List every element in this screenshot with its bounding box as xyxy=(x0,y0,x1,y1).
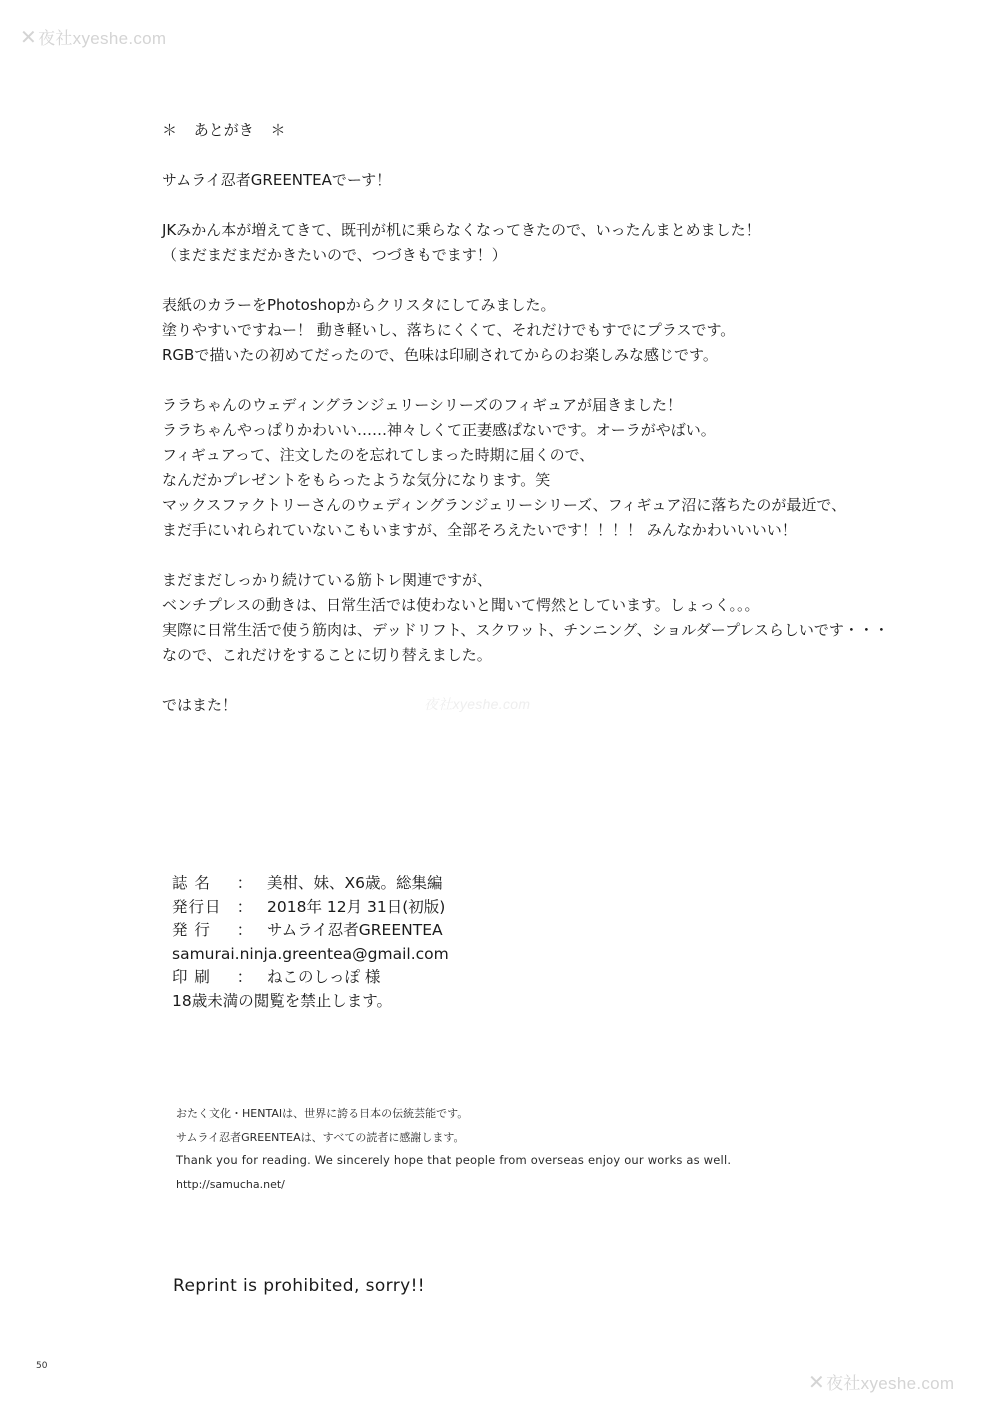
colophon-title-row xyxy=(172,872,449,896)
afterword-line: なので、これだけをすることに切り替えました。 xyxy=(162,646,492,664)
afterword-line: ララちゃんのウェディングランジェリーシリーズのフィギュアが届きました！ xyxy=(162,396,682,414)
colophon-publisher-value: サムライ忍者GREENTEA xyxy=(267,921,443,940)
x-logo-icon: ✕ xyxy=(20,27,38,49)
thanks-note xyxy=(176,1102,731,1196)
afterword-line: サムライ忍者GREENTEAでーす！ xyxy=(162,171,392,189)
x-logo-icon: ✕ xyxy=(808,1372,826,1394)
afterword-line: ではまた！ xyxy=(162,696,238,714)
page-number: 50 xyxy=(36,1361,48,1371)
colophon-printer-value: ねこのしっぽ 様 xyxy=(267,968,381,987)
afterword-section xyxy=(162,118,942,718)
note-line-3: Thank you for reading. We sincerely hope that people from overseas enjoy our works as well. xyxy=(176,1153,732,1168)
colophon-date-value: 2018年 12月 31日(初版) xyxy=(267,897,446,916)
colophon-date-row xyxy=(172,896,449,920)
watermark-center: 夜社xyeshe.com xyxy=(424,696,531,712)
watermark-top: ✕夜社xyeshe.com xyxy=(20,27,167,49)
note-line-2: サムライ忍者GREENTEAは、すべての読者に感謝します。 xyxy=(176,1130,465,1144)
colophon-title-label: 誌 名 xyxy=(172,874,211,892)
afterword-line: 実際に日常生活で使う筋肉は、デッドリフト、スクワット、チンニング、ショルダープレスらしいです・・・ xyxy=(162,621,889,639)
colophon xyxy=(172,872,449,1014)
colophon-email: samurai.ninja.greentea@gmail.com xyxy=(172,944,449,963)
afterword-line: （まだまだまだかきたいので、つづきもでます！） xyxy=(162,246,507,264)
colophon-colon: ： xyxy=(236,874,253,892)
afterword-line: 塗りやすいですねー！ 動き軽いし、落ちにくくて、それだけでもすでにプラスです。 xyxy=(162,321,736,339)
colophon-colon: ： xyxy=(236,921,253,940)
watermark-bottom: ✕夜社xyeshe.com xyxy=(808,1372,955,1394)
colophon-printer-row xyxy=(172,966,449,990)
afterword-line: なんだかプレゼントをもらったような気分になります。笑 xyxy=(162,471,551,489)
afterword-line: まだ手にいれられていないこもいますが、全部そろえたいです！！！！ みんなかわいいいい！ xyxy=(162,521,797,539)
colophon-colon: ： xyxy=(236,897,253,916)
colophon-colon: ： xyxy=(236,968,253,987)
afterword-line: ベンチプレスの動きは、日常生活では使わないと聞いて愕然としています。しょっく。。。 xyxy=(162,596,760,614)
afterword-line: ララちゃんやっぱりかわいい……神々しくて正妻感ぱないです。オーラがやばい。 xyxy=(162,421,716,439)
afterword-line: JKみかん本が増えてきて、既刊が机に乗らなくなってきたので、いったんまとめました！ xyxy=(162,221,761,239)
note-line-1: おたく文化・HENTAIは、世界に誇る日本の伝統芸能です。 xyxy=(176,1107,469,1120)
afterword-line: マックスファクトリーさんのウェディングランジェリーシリーズ、フィギュア沼に落ちたのが最近で、 xyxy=(162,496,847,514)
afterword-body xyxy=(162,168,942,718)
colophon-title-value: 美柑、妹、X6歳。総集編 xyxy=(267,874,443,892)
afterword-line: まだまだしっかり続けている筋トレ関連ですが、 xyxy=(162,571,493,589)
colophon-date-label: 発行日 xyxy=(172,897,222,916)
afterword-title: ＊ あとがき ＊ xyxy=(162,121,286,139)
colophon-publisher-row xyxy=(172,919,449,943)
afterword-line: RGBで描いたの初めてだったので、色味は印刷されてからのお楽しみな感じです。 xyxy=(162,346,718,364)
note-url: http://samucha.net/ xyxy=(176,1177,285,1191)
afterword-line: 表紙のカラーをPhotoshopからクリスタにしてみました。 xyxy=(162,296,556,314)
colophon-restriction: 18歳未満の閲覧を禁止します。 xyxy=(172,991,392,1010)
afterword-line: フィギュアって、注文したのを忘れてしまった時期に届くので、 xyxy=(162,446,595,464)
colophon-publisher-label: 発 行 xyxy=(172,921,211,940)
reprint-notice: Reprint is prohibited, sorry!! xyxy=(173,1276,426,1296)
colophon-printer-label: 印 刷 xyxy=(172,968,211,987)
